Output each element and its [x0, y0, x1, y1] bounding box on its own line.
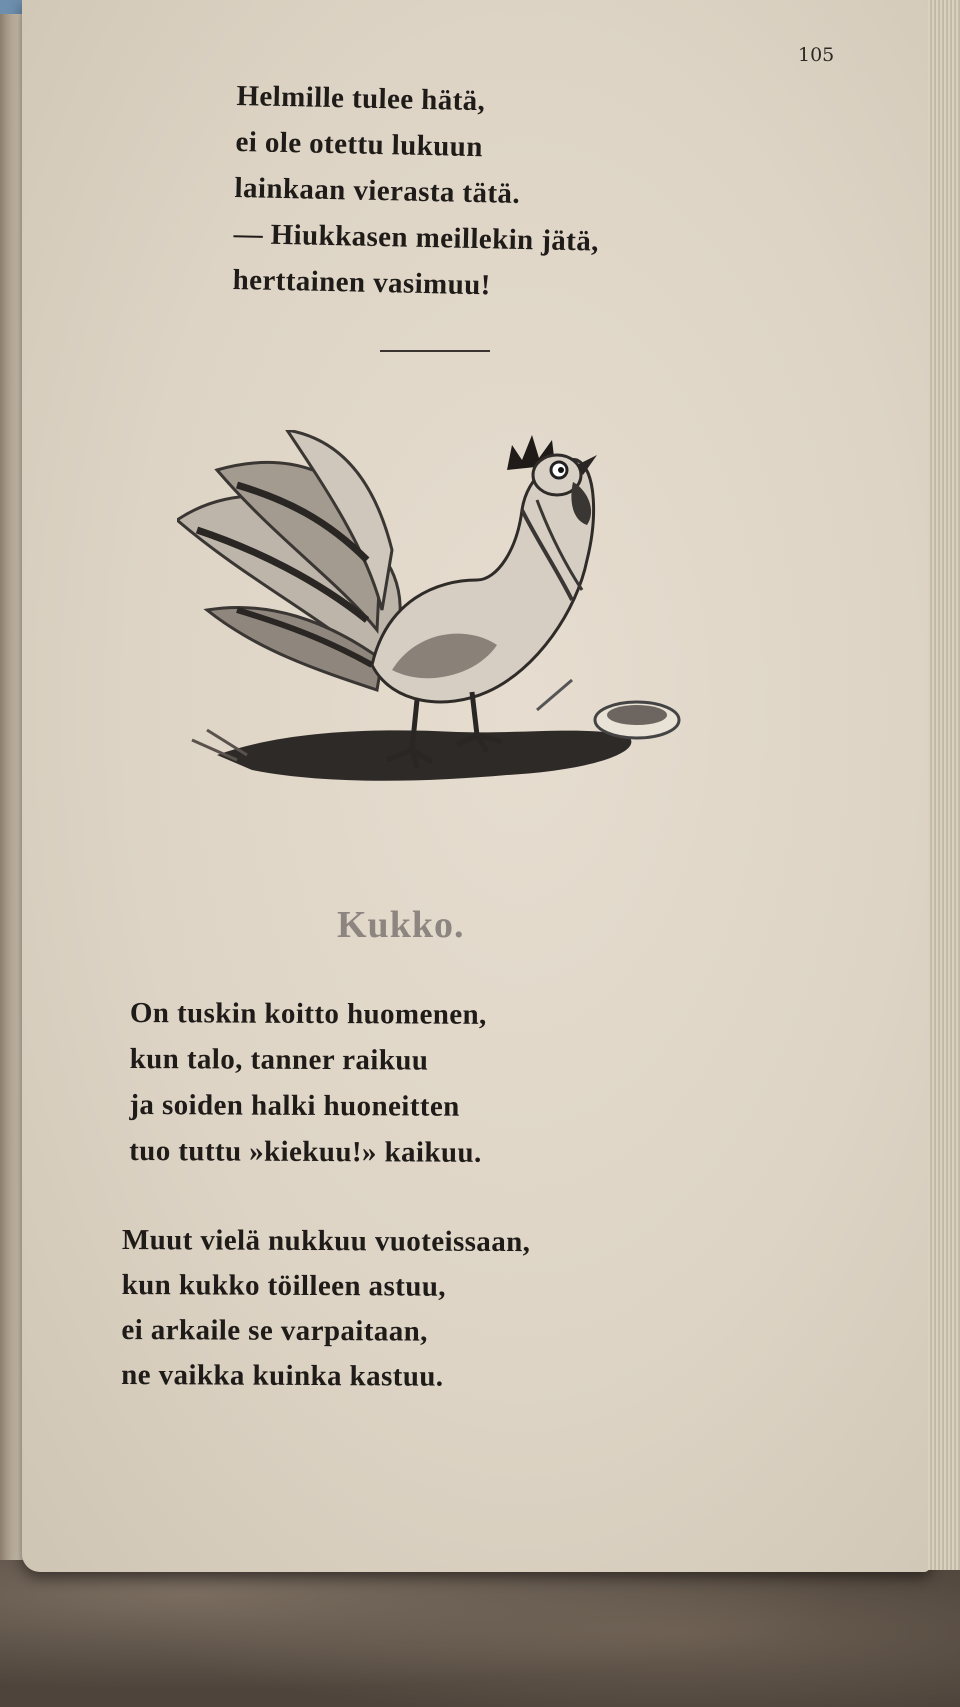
poem-line: ei ole otettu lukuun: [235, 125, 484, 164]
poem-line: kun talo, tanner raikuu: [129, 1042, 429, 1077]
previous-poem-ending: [232, 73, 602, 311]
poem-line: kun kukko töilleen astuu,: [121, 1268, 447, 1303]
poem-stanza-1: [129, 990, 487, 1176]
section-divider: [380, 350, 490, 352]
poem-line: lainkaan vierasta tätä.: [234, 171, 521, 210]
book-page: [22, 0, 930, 1572]
poem-line: ei arkaile se varpaitaan,: [121, 1313, 428, 1348]
poem-line: herttainen vasimuu!: [232, 263, 492, 302]
poem-line: ja soiden halki huoneitten: [129, 1088, 460, 1123]
page-stack-edge: [928, 0, 960, 1570]
poem-line: ne vaikka kuinka kastuu.: [121, 1358, 444, 1393]
poem-line: — Hiukkasen meillekin jätä,: [233, 217, 600, 258]
poem-line: On tuskin koitto huomenen,: [129, 996, 487, 1031]
page-number: 105: [798, 44, 835, 66]
poem-line: Muut vielä nukkuu vuoteissaan,: [121, 1223, 531, 1259]
rooster-illustration: [177, 430, 707, 850]
bowl: [595, 702, 679, 738]
poem-line: Helmille tulee hätä,: [236, 79, 486, 118]
poem-stanza-2: [121, 1218, 530, 1400]
poem-title: Kukko.: [337, 904, 465, 946]
poem-line: tuo tuttu »kiekuu!» kaikuu.: [129, 1134, 482, 1169]
